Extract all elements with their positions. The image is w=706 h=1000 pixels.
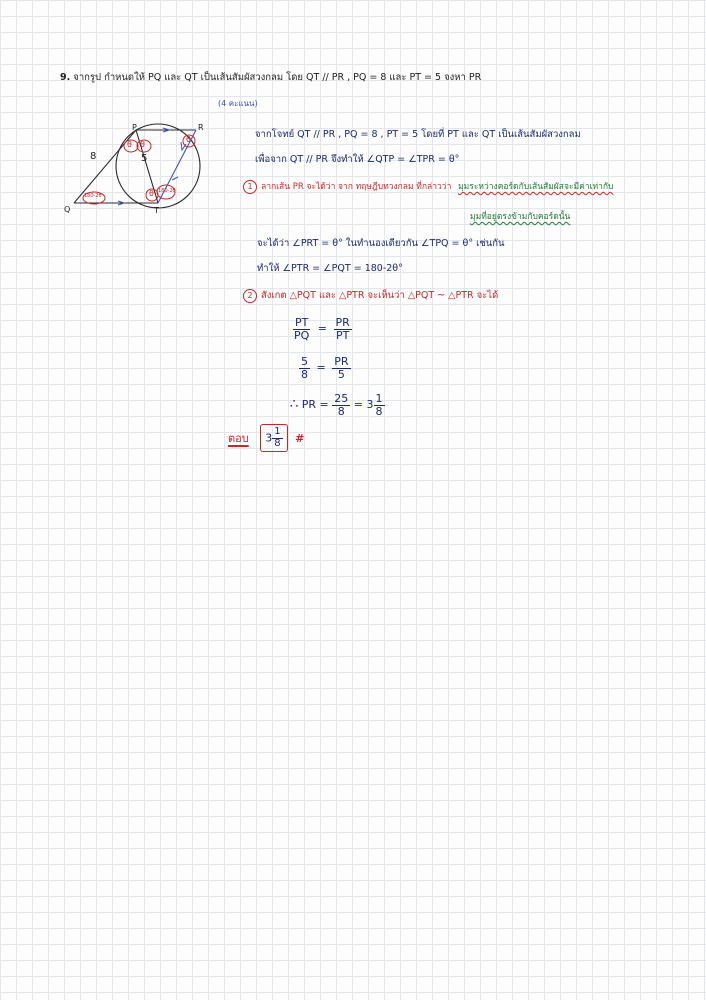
answer-whole: 3 (265, 431, 273, 445)
angle-T-label: θ (149, 189, 154, 198)
step-1-theorem-b: มุมที่อยู่ตรงข้ามกับคอร์ดนั้น (470, 212, 571, 222)
step-1-number: 1 (243, 180, 257, 194)
answer-end-mark: # (295, 431, 305, 445)
equation-1 (292, 317, 352, 341)
solution-line-2: เพื่อจาก QT // PR จึงทำให้ ∠QTP = ∠TPR = θ° (255, 154, 460, 165)
answer-label: ตอบ (228, 432, 249, 445)
angle-T2-label: 180-2θ (158, 188, 176, 194)
angle-P2-label: θ (140, 140, 145, 149)
equation-2 (299, 356, 351, 380)
angle-P-label: θ (127, 140, 132, 149)
therefore-symbol: ∴ (290, 397, 299, 413)
solution-line-4: ทำให้ ∠PTR = ∠PQT = 180-2θ° (257, 263, 403, 274)
solution-line-3: จะได้ว่า ∠PRT = θ° ในทำนองเดียวกัน ∠TPQ = θ° เช่นกัน (257, 238, 505, 249)
eq2-right-fraction: $\frac{PR}{5}$ (334, 355, 349, 381)
eq1-sign: = (317, 322, 328, 336)
label-side-PT: 5 (141, 153, 148, 164)
question-text: จากรูป กำหนดให้ PQ และ QT เป็นเส้นสัมผัสวงกลม โดย QT // PR , PQ = 8 และ PT = 5 จงหา PR (73, 72, 482, 83)
step-1-theorem-a: มุมระหว่างคอร์ดกับเส้นสัมผัสจะมีค่าเท่ากับ (458, 182, 614, 192)
label-Q: Q (64, 205, 71, 214)
eq3-mid: = 3 (353, 398, 374, 412)
tick-mark (172, 177, 178, 180)
eq3-fraction: $\frac{25}{8}$ (334, 392, 349, 418)
eq1-right-fraction: $\frac{PR}{PT}$ (335, 316, 350, 342)
eq2-sign: = (316, 361, 326, 375)
label-T: T (154, 206, 159, 215)
question-line (60, 70, 481, 85)
answer-box (260, 424, 287, 452)
eq3-mixed-fraction: $\frac{1}{8}$ (375, 392, 383, 418)
geometry-diagram (60, 120, 220, 220)
label-R: R (198, 123, 204, 132)
score-note: (4 คะแนน) (218, 99, 258, 108)
label-side-PQ: 8 (90, 151, 97, 162)
step-2-text: สังเกต △PQT และ △PTR จะเห็นว่า △PQT ~ △PTR จะได้ (261, 290, 499, 301)
label-P: P (132, 123, 137, 132)
angle-R-label: θ (186, 135, 191, 144)
eq1-left-fraction: $\frac{PT}{PQ}$ (294, 316, 310, 342)
step-1-text: ลากเส้น PR จะได้ว่า จาก ทฤษฎีบทวงกลม ที่กล่าวว่า (261, 182, 452, 192)
eq3-prefix: PR = (301, 398, 329, 412)
angle-Q-label: 180-2θ (84, 193, 102, 199)
solution-line-1: จากโจทย์ QT // PR , PQ = 8 , PT = 5 โดยที่ PT และ QT เป็นเส้นสัมผัสวงกลม (255, 129, 581, 140)
step-2-number: 2 (243, 289, 257, 303)
eq2-left-fraction: $\frac{5}{8}$ (301, 355, 308, 381)
equation-3 (290, 393, 385, 417)
step-2 (243, 288, 498, 303)
step-1 (243, 179, 613, 194)
answer-fraction: $\frac{1}{8}$ (274, 426, 281, 449)
question-number: 9. (60, 72, 71, 83)
answer-row (228, 424, 304, 452)
